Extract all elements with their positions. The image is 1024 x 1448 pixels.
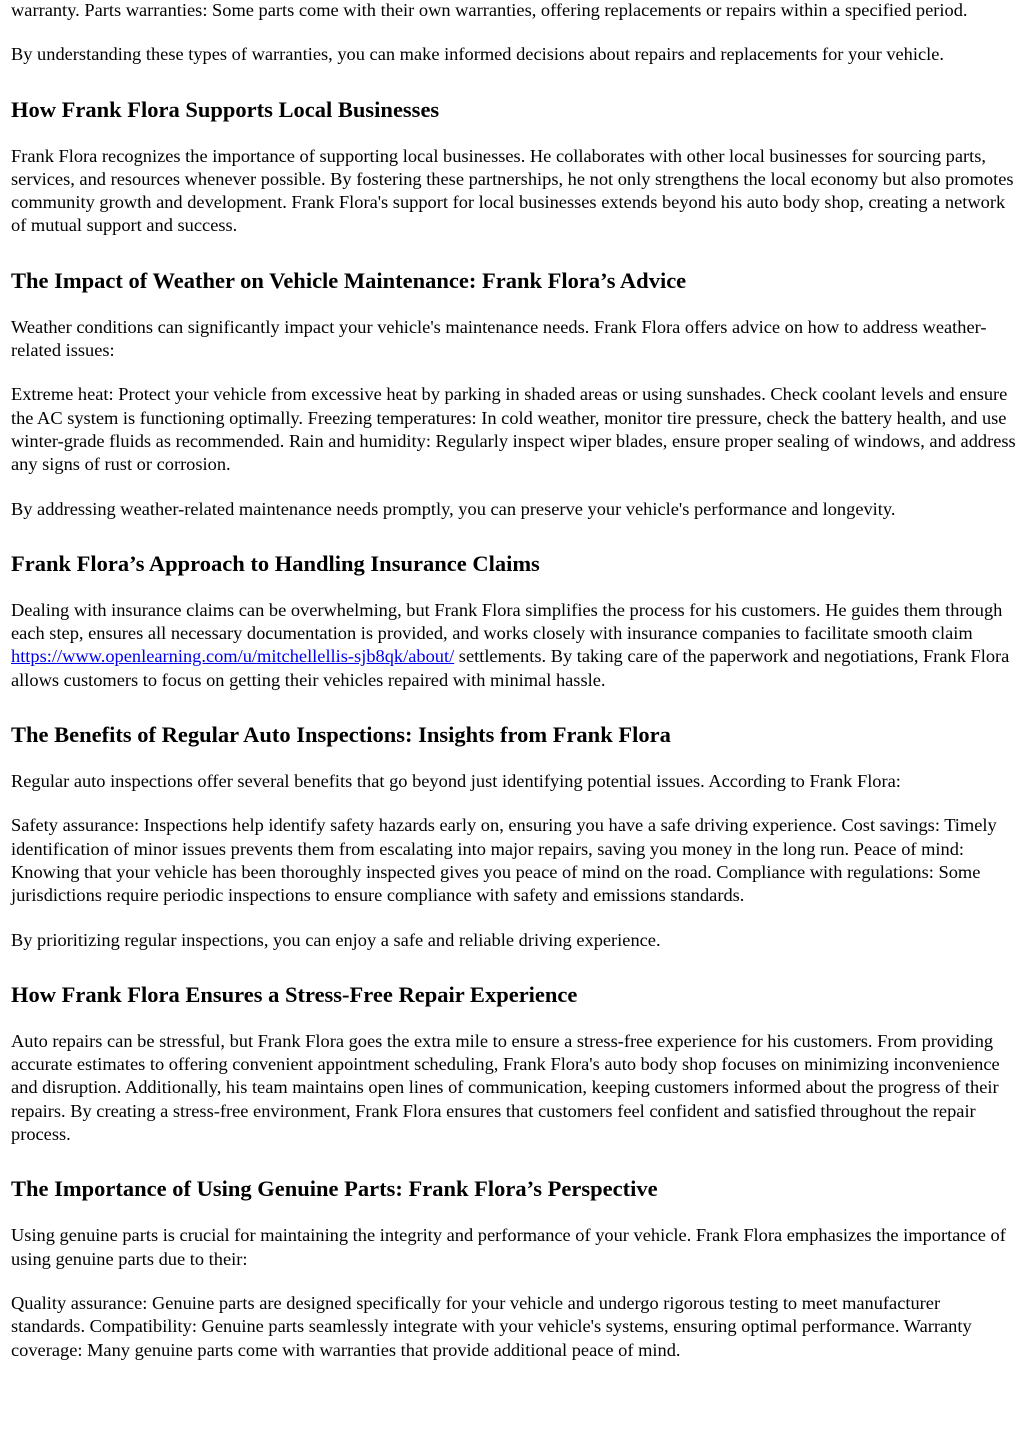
intro-paragraph: warranty. Parts warranties: Some parts come with their own warranties, offering replacements or repairs within a specified period. <box>11 0 968 20</box>
section-heading-weather: The Impact of Weather on Vehicle Maintenance: Frank Flora’s Advice <box>11 267 687 293</box>
openlearning-link[interactable]: https://www.openlearning.com/u/mitchellellis-sjb8qk/about/ <box>11 646 455 667</box>
inspections-intro-paragraph: Regular auto inspections offer several benefits that go beyond just identifying potential issues. According to Frank Flora: <box>11 771 901 792</box>
insurance-paragraph <box>11 599 1016 692</box>
insurance-text-before-link: Dealing with insurance claims can be overwhelming, but Frank Flora simplifies the process for his customers. He guides them through each step, ensures all necessary documentation is provided, and works closely with insurance companies to facilitate smooth claim <box>11 599 1003 644</box>
weather-details-paragraph: Extreme heat: Protect your vehicle from excessive heat by parking in shaded areas or using sunshades. Check coolant levels and ensure the AC system is functioning optimally. Freezing temperatures: In cold weather, monitor tire pressure, check the battery health, and use winter-grade fluids as recommended. Rain and humidity: Regularly inspect wiper blades, ensure proper sealing of windows, and address any signs of rust or corrosion. <box>11 384 1016 475</box>
section-heading-local-businesses: How Frank Flora Supports Local Businesses <box>11 96 440 122</box>
weather-intro-paragraph: Weather conditions can significantly impact your vehicle's maintenance needs. Frank Flora offers advice on how to address weather-related issues: <box>11 316 987 361</box>
section-heading-insurance: Frank Flora’s Approach to Handling Insurance Claims <box>11 550 540 576</box>
weather-conclusion-paragraph: By addressing weather-related maintenance needs promptly, you can preserve your vehicle's performance and longevity. <box>11 498 896 519</box>
section-heading-stress-free: How Frank Flora Ensures a Stress-Free Repair Experience <box>11 981 578 1007</box>
genuine-parts-intro-paragraph: Using genuine parts is crucial for maintaining the integrity and performance of your vehicle. Frank Flora emphasizes the importance of using genuine parts due to their: <box>11 1225 1006 1269</box>
local-businesses-paragraph: Frank Flora recognizes the importance of supporting local businesses. He collaborates with other local businesses for sourcing parts, services, and resources whenever possible. By fostering these partnerships, he not only strengthens the local economy but also promotes community growth and development. Frank Flora's support for local businesses extends beyond his auto body shop, creating a network of mutual support and success. <box>11 145 1014 236</box>
section-heading-genuine-parts: The Importance of Using Genuine Parts: Frank Flora’s Perspective <box>11 1176 658 1202</box>
article-body <box>11 0 1016 1383</box>
stress-free-paragraph: Auto repairs can be stressful, but Frank Flora goes the extra mile to ensure a stress-free experience for his customers. From providing accurate estimates to offering convenient appointment scheduling, Frank Flora's auto body shop focuses on minimizing inconvenience and disruption. Additionally, his team maintains open lines of communication, keeping customers informed about the progress of their repairs. By creating a stress-free environment, Frank Flora ensures that customers feel confident and satisfied throughout the repair process. <box>11 1030 1000 1145</box>
section-heading-inspections: The Benefits of Regular Auto Inspections: Insights from Frank Flora <box>11 722 671 748</box>
genuine-parts-details-paragraph: Quality assurance: Genuine parts are designed specifically for your vehicle and undergo rigorous testing to meet manufacturer standards. Compatibility: Genuine parts seamlessly integrate with your vehicle's systems, ensuring optimal performance. Warranty coverage: Many genuine parts come with warranties that provide additional peace of mind. <box>11 1292 972 1360</box>
inspections-details-paragraph: Safety assurance: Inspections help identify safety hazards early on, ensuring you have a safe driving experience. Cost savings: Timely identification of minor issues prevents them from escalating into major repairs, saving you money in the long run. Peace of mind: Knowing that your vehicle has been thoroughly inspected gives you peace of mind on the road. Compliance with regulations: Some jurisdictions require periodic inspections to ensure compliance with safety and emissions standards. <box>11 815 997 906</box>
intro-conclusion-paragraph: By understanding these types of warranties, you can make informed decisions about repairs and replacements for your vehicle. <box>11 44 945 65</box>
insurance-text-after-link: settlements. By taking care of the paperwork and negotiations, Frank Flora allows customers to focus on getting their vehicles repaired with minimal hassle. <box>11 646 1010 690</box>
inspections-conclusion-paragraph: By prioritizing regular inspections, you can enjoy a safe and reliable driving experience. <box>11 929 661 950</box>
